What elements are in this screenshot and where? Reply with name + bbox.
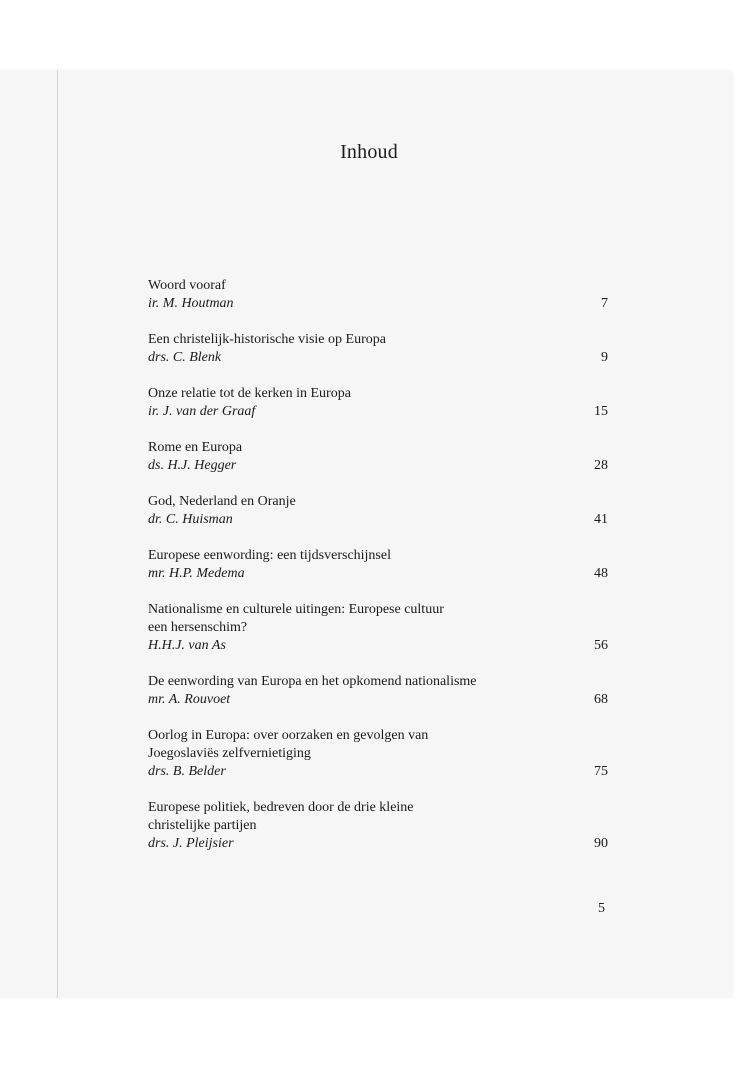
entry-title-line: christelijke partijen: [148, 818, 257, 833]
entry-title-line: De eenwording van Europa en het opkomend nationalisme: [148, 674, 477, 689]
toc-entry: [148, 493, 608, 529]
entry-author: drs. J. Pleijsier: [148, 836, 234, 851]
entry-title-line: Joegoslaviës zelfvernietiging: [148, 746, 311, 761]
toc-entry: [148, 331, 608, 367]
page-number: 5: [598, 901, 605, 916]
entry-title-line: Woord vooraf: [148, 278, 226, 293]
entry-author: dr. C. Huisman: [148, 512, 233, 527]
toc-entry: [148, 277, 608, 313]
toc-entry: [148, 385, 608, 421]
page-title: Inhoud: [340, 141, 398, 163]
entry-page-number: 56: [594, 638, 608, 653]
book-page: [0, 70, 732, 998]
entry-author: ds. H.J. Hegger: [148, 458, 237, 473]
entry-title-line: Europese eenwording: een tijdsverschijnsel: [148, 548, 391, 563]
entry-title-line: Een christelijk-historische visie op Europa: [148, 332, 386, 347]
binding-edge-line: [57, 70, 58, 998]
entry-page-number: 28: [594, 458, 608, 473]
toc-entry: [148, 727, 608, 781]
entry-page-number: 15: [594, 404, 608, 419]
toc-entry: [148, 799, 608, 853]
entry-page-number: 48: [594, 566, 608, 581]
entry-author: mr. H.P. Medema: [148, 566, 245, 581]
entry-author: ir. J. van der Graaf: [148, 404, 256, 419]
entry-page-number: 41: [594, 512, 608, 527]
entry-title-line: Onze relatie tot de kerken in Europa: [148, 386, 351, 401]
toc-entry: [148, 439, 608, 475]
entry-title-line: God, Nederland en Oranje: [148, 494, 296, 509]
entry-author: mr. A. Rouvoet: [148, 692, 231, 707]
entry-author: ir. M. Houtman: [148, 296, 234, 311]
entry-author: drs. C. Blenk: [148, 350, 222, 365]
entry-title-line: een hersenschim?: [148, 620, 248, 635]
entry-title-line: Europese politiek, bedreven door de drie kleine: [148, 800, 414, 815]
entry-title-line: Nationalisme en culturele uitingen: Europese cultuur: [148, 602, 444, 617]
entry-page-number: 9: [601, 350, 608, 365]
entry-author: drs. B. Belder: [148, 764, 226, 779]
entry-page-number: 7: [601, 296, 608, 311]
toc-entry: [148, 673, 608, 709]
entry-author: H.H.J. van As: [148, 638, 226, 653]
entry-title-line: Oorlog in Europa: over oorzaken en gevolgen van: [148, 728, 429, 743]
toc-entry: [148, 547, 608, 583]
entry-page-number: 68: [594, 692, 608, 707]
toc-entry: [148, 601, 608, 655]
entry-page-number: 90: [594, 836, 608, 851]
entry-title-line: Rome en Europa: [148, 440, 243, 455]
entry-page-number: 75: [594, 764, 608, 779]
